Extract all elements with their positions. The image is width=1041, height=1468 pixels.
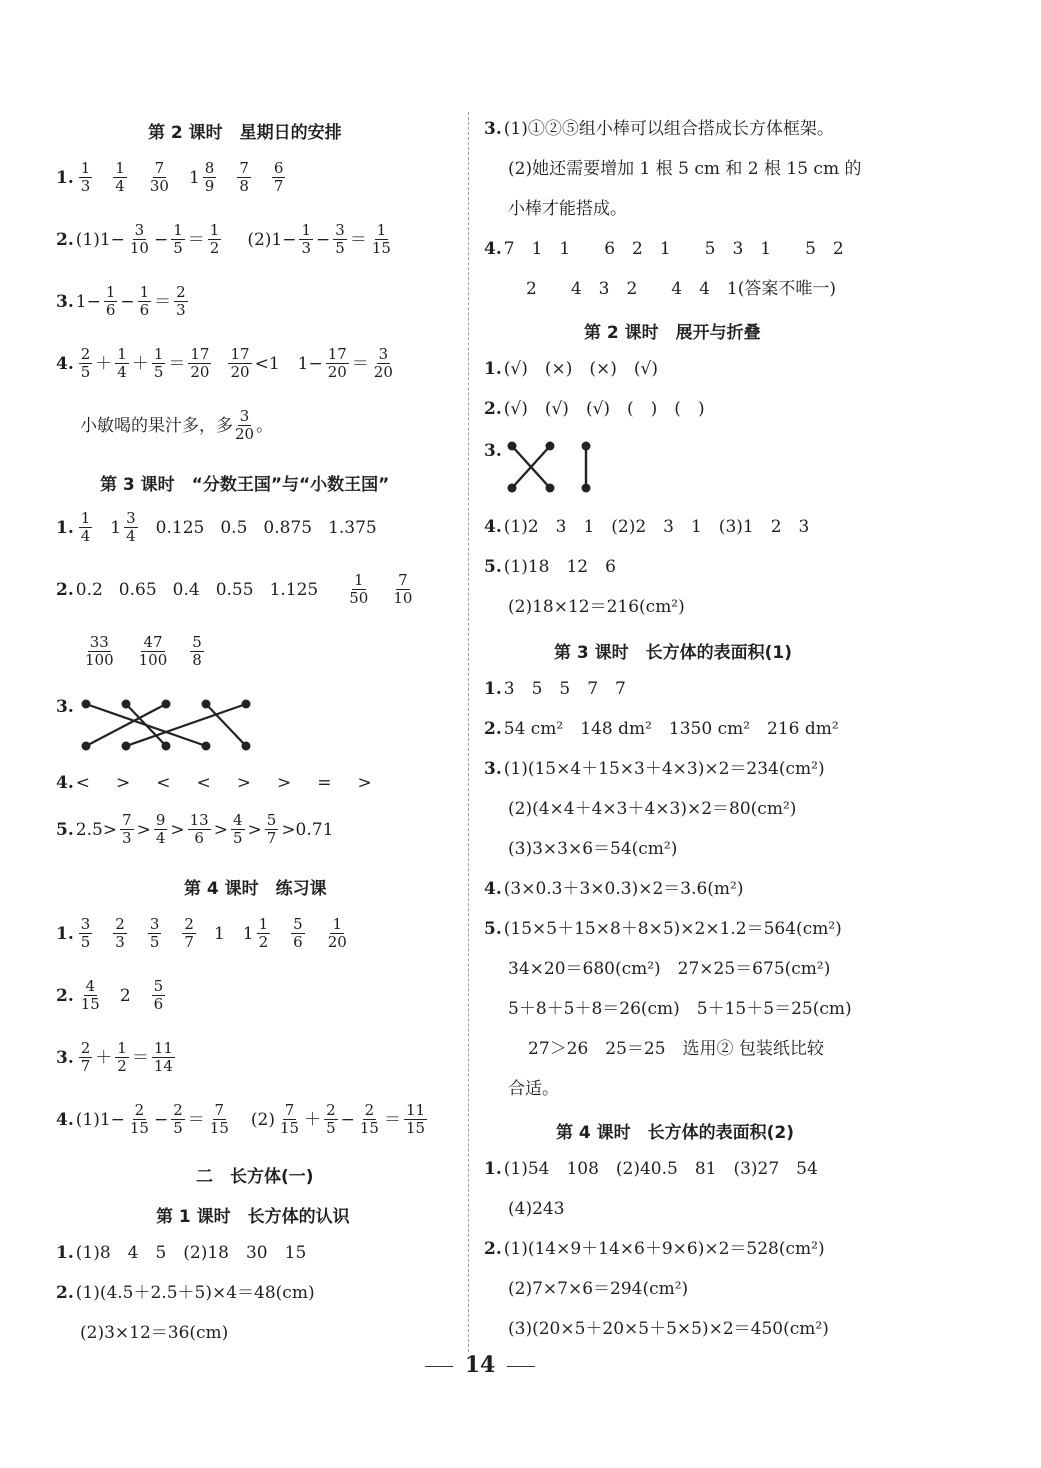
item-number: 1. — [56, 167, 74, 188]
answer-r4-2-c: (3)(20×5＋20×5＋5×5)×2＝450(cm²) — [508, 1319, 829, 1339]
answer-r3-5: 5. (15×5＋15×8＋8×5)×2×1.2＝564(cm²) — [484, 919, 842, 939]
answer-3-2: 2. 0.2 0.65 0.4 0.55 1.125 $\frac{1}{50}$ $\frac{7}{10}$ — [56, 571, 413, 607]
heading-lesson-2: 第 2 课时 星期日的安排 — [148, 123, 342, 143]
answer-r3-5-c: 5＋8＋5＋8＝26(cm) 5＋15＋5＝25(cm) — [508, 999, 852, 1019]
answer-r2-3: 3. — [484, 441, 502, 461]
column-divider — [468, 112, 469, 1352]
answer-r2-2: 2. (√) (√) (√) ( ) ( ) — [484, 399, 705, 419]
answer-r3-5-e: 合适。 — [508, 1079, 559, 1099]
answer-r2-5-b: (2)18×12＝216(cm²) — [508, 597, 685, 617]
answer-r-4: 4. 7 1 1 6 2 1 5 3 1 5 2 — [484, 239, 844, 259]
answer-r4-2: 2. (1)(14×9＋14×6＋9×6)×2＝528(cm²) — [484, 1239, 825, 1259]
answer-r3-4: 4. (3×0.3＋3×0.3)×2＝3.6(m²) — [484, 879, 744, 899]
answer-u2-2-cont: (2)3×12＝36(cm) — [80, 1323, 229, 1343]
answer-3-5: 5. 2.5> $\frac{7}{3}$ > $\frac{9}{4}$ > $\frac{13}{6}$ > $\frac{4}{5}$ > $\frac{5}{7}$ >0.71 — [56, 811, 334, 847]
answer-r4-2-b: (2)7×7×6＝294(cm²) — [508, 1279, 689, 1299]
answer-u2-2: 2. (1)(4.5＋2.5＋5)×4＝48(cm) — [56, 1283, 315, 1303]
answer-r3-3: 3. (1)(15×4＋15×3＋4×3)×2＝234(cm²) — [484, 759, 825, 779]
answer-r3-2: 2. 54 cm² 148 dm² 1350 cm² 216 dm² — [484, 719, 839, 739]
cross-lines-diagram — [504, 438, 614, 498]
answer-2-4-note: 小敏喝的果汁多，多 $\frac{3}{20}$ 。 — [80, 407, 274, 443]
answer-3-3: 3. — [56, 697, 74, 717]
answer-r2-4: 4. (1)2 3 1 (2)2 3 1 (3)1 2 3 — [484, 517, 810, 537]
answer-r3-5-d: 27＞26 25＝25 选用② 包装纸比较 — [528, 1039, 824, 1059]
heading-unit-2: 二 长方体(一) — [196, 1167, 314, 1187]
matching-lines-diagram — [76, 694, 276, 754]
heading-lesson-4: 第 4 课时 练习课 — [184, 879, 327, 899]
heading-r-lesson-3: 第 3 课时 长方体的表面积(1) — [554, 643, 793, 663]
answer-r-3-b: (2)她还需要增加 1 根 5 cm 和 2 根 15 cm 的 — [508, 159, 862, 179]
heading-r-lesson-4: 第 4 课时 长方体的表面积(2) — [556, 1123, 795, 1143]
answer-4-1: 1. $\frac{3}{5}$ $\frac{2}{3}$ $\frac{3}{5}$ $\frac{2}{7}$ 1 1 $\frac{1}{2}$ $\frac{5}{6}$ $\frac{1}{20}$ — [56, 915, 347, 951]
answer-r3-1: 1. 3 5 5 7 7 — [484, 679, 626, 699]
answer-r3-5-b: 34×20＝680(cm²) 27×25＝675(cm²) — [508, 959, 831, 979]
answer-r2-1: 1. (√) (×) (×) (√) — [484, 359, 658, 379]
answer-2-2: 2. (1)1− $\frac{3}{10}$ − $\frac{1}{5}$ ＝ $\frac{1}{2}$ (2)1− $\frac{1}{3}$ − $\frac{3}{5}$ ＝ $\frac{1}{15}$ — [56, 221, 391, 257]
answer-3-4: 4. < > < < > > = > — [56, 773, 372, 793]
answer-r-3: 3. (1)①②⑤组小棒可以组合搭成长方体框架。 — [484, 119, 834, 139]
heading-r-lesson-2: 第 2 课时 展开与折叠 — [584, 323, 761, 343]
heading-lesson-3: 第 3 课时 “分数王国”与“小数王国” — [100, 475, 390, 495]
answer-r3-3-c: (3)3×3×6＝54(cm²) — [508, 839, 678, 859]
answer-r-4-b: 2 4 3 2 4 4 1(答案不唯一) — [526, 279, 836, 299]
page-number-text: 14 — [464, 1352, 496, 1378]
answer-2-3: 3. 1− $\frac{1}{6}$ − $\frac{1}{6}$ ＝ $\frac{2}{3}$ — [56, 283, 186, 319]
answer-2-1: 1. $\frac{1}{3}$ $\frac{1}{4}$ $\frac{7}{30}$ 1 $\frac{8}{9}$ $\frac{7}{8}$ $\frac{6}{7}$ — [56, 159, 284, 195]
answer-r2-5: 5. (1)18 12 6 — [484, 557, 616, 577]
answer-3-1: 1. $\frac{1}{4}$ 1 $\frac{3}{4}$ 0.125 0.5 0.875 1.375 — [56, 509, 377, 545]
answer-u2-1: 1. (1)8 4 5 (2)18 30 15 — [56, 1243, 307, 1263]
answer-r4-1-b: (4)243 — [508, 1199, 565, 1219]
heading-unit2-lesson-1: 第 1 课时 长方体的认识 — [156, 1207, 350, 1227]
answer-2-4: 4. $\frac{2}{5}$ ＋ $\frac{1}{4}$ ＋ $\frac{1}{5}$ ＝ $\frac{17}{20}$ $\frac{17}{20}$ <1 1− $\frac{17}{20}$ ＝ $\frac{3}{20}$ — [56, 345, 393, 381]
answer-4-3: 3. $\frac{2}{7}$ ＋ $\frac{1}{2}$ ＝ $\frac{11}{14}$ — [56, 1039, 173, 1075]
answer-4-4: 4. (1)1− $\frac{2}{15}$ − $\frac{2}{5}$ ＝ $\frac{7}{15}$ (2) $\frac{7}{15}$ ＋ $\frac{2}{5}$ − $\frac{2}{15}$ ＝ $\frac{11}{15}$ — [56, 1101, 426, 1137]
page-number — [0, 1352, 960, 1378]
answer-3-2-cont: $\frac{33}{100}$ $\frac{47}{100}$ $\frac{5}{8}$ — [85, 633, 202, 669]
answer-4-2: 2. $\frac{4}{15}$ 2 $\frac{5}{6}$ — [56, 977, 164, 1013]
answer-r4-1: 1. (1)54 108 (2)40.5 81 (3)27 54 — [484, 1159, 818, 1179]
answer-r-3-c: 小棒才能搭成。 — [508, 199, 627, 219]
answer-r3-3-b: (2)(4×4＋4×3＋4×3)×2＝80(cm²) — [508, 799, 797, 819]
